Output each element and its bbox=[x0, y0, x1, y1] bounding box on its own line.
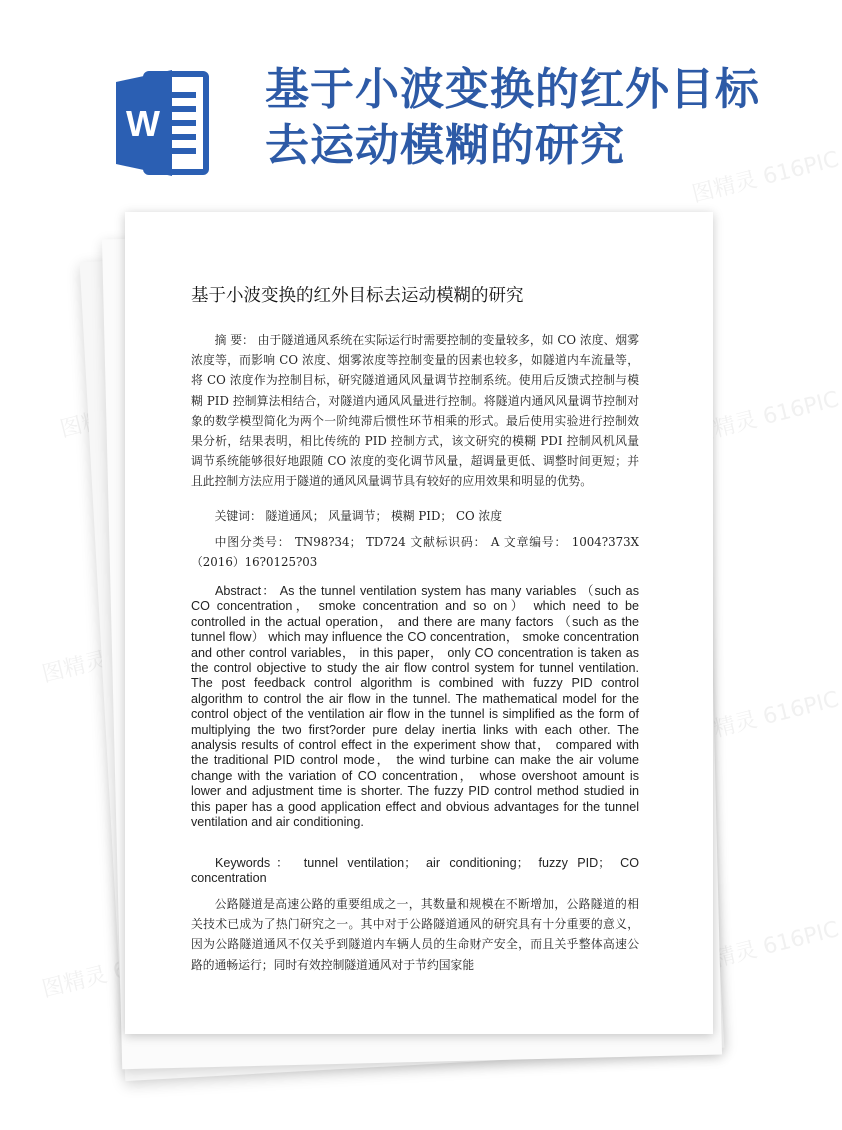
watermark: 图精灵 616PIC bbox=[689, 147, 842, 208]
watermark: 图精灵 bbox=[39, 647, 110, 688]
word-document-icon bbox=[112, 68, 212, 178]
document-page[interactable] bbox=[125, 212, 713, 1034]
chinese-abstract: 摘 要： 由于隧道通风系统在实际运行时需要控制的变量较多，如 CO 浓度、烟雾浓度等，而影响 CO 浓度、烟雾浓度等控制变量的因素也较多，如隧道内车流量等，将 CO 浓度作为控制目标，研究隧道通风风量调节控制系统。使用后反馈式控制与模糊 PID 控制算法相结合，对隧道内通风风量进行控制。将隧道内通风风量调节控制对象的数学模型简化为两个一阶纯滞后惯性环节相乘的形式。最后使用实验进行控制效果分析，结果表明，相比传统的 PID 控制方式，该文研究的模糊 PDI 控制风机风量调节系统能够很好地跟随 CO 浓度的变化调节风量，超调量更低、调整时间更短；并且此控制方法应用于隧道的通风风量调节具有较好的应用效果和明显的优势。 bbox=[191, 333, 639, 489]
document-title: 基于小波变换的红外目标去运动模糊的研究 bbox=[265, 64, 760, 171]
english-keywords: Keywords： tunnel ventilation； air conditioning； fuzzy PID； CO concentration bbox=[191, 856, 639, 886]
watermark: 图精灵 616PIC bbox=[689, 387, 842, 448]
watermark: 图精灵 616PIC bbox=[689, 917, 842, 978]
body-paragraph: 公路隧道是高速公路的重要组成之一，其数量和规模在不断增加，公路隧道的相关技术已成为了热门研究之一。其中对于公路隧道通风的研究具有十分重要的意义，因为公路隧道通风不仅关乎到隧道内车辆人员的生命财产安全，而且关乎整体高速公路的通畅运行；同时有效控制隧道通风对于节约国家能 bbox=[191, 897, 639, 972]
watermark: 图精灵 616PIC bbox=[689, 687, 842, 748]
watermark: 图精灵 616PIC bbox=[39, 942, 192, 1003]
english-abstract: Abstract： As the tunnel ventilation system has many variables （such as CO concentration， smoke concentration and so on） which need to be controlled in the actual operation， and there are many factors （such as the tunnel flow） which may influence the CO concentration， smoke concentration and other control variables， in this paper， only CO concentration is taken as the control objective to study the air flow control system for tunnel ventilation. The post feedback control algorithm is combined with fuzzy PID control algorithm to control the air flow in the tunnel. The mathematical model for the control object of the ventilation air flow in the tunnel is simplified as the form of multiplying the two first?order pure delay inertia links with each other. The analysis results of control effect in the experiment show that， compared with the traditional PID control mode， the wind turbine can make the air volume change with the variation of CO concentration， whose overshoot amount is lower and adjustment time is shorter. The fuzzy PID control method studied in this paper has a good application effect and obvious advantages for the tunnel ventilation and air conditioning. bbox=[191, 584, 639, 830]
svg-text:W: W bbox=[126, 103, 160, 144]
paper-title: 基于小波变换的红外目标去运动模糊的研究 bbox=[191, 286, 524, 306]
classification-info: 中图分类号： TN98?34； TD724 文献标识码： A 文章编号： 1004?373X（2016）16?0125?03 bbox=[191, 535, 639, 570]
chinese-keywords: 关键词： 隧道通风； 风量调节； 模糊 PID； CO 浓度 bbox=[214, 509, 502, 523]
